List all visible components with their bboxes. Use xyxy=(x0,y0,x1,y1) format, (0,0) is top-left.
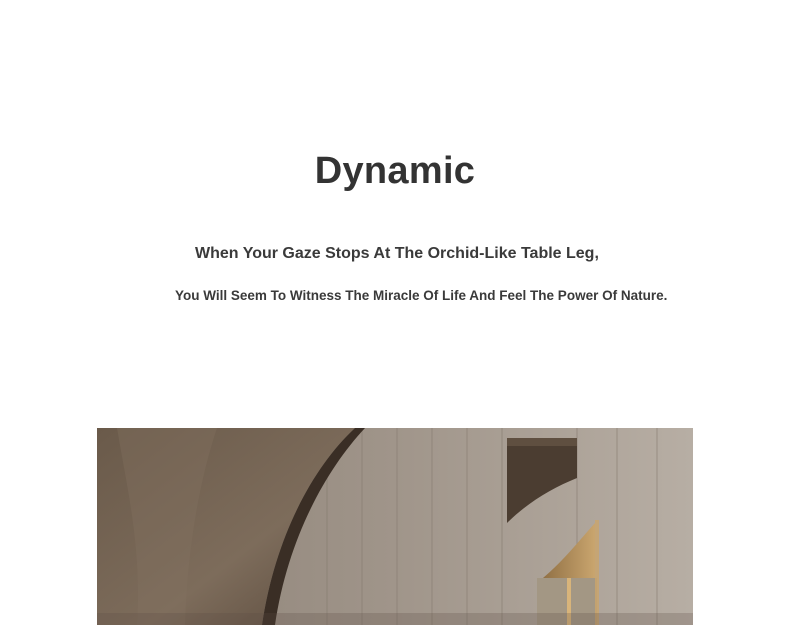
interior-photo xyxy=(97,428,693,625)
section-title: Dynamic xyxy=(314,150,476,192)
section-subtitle-line-2: You Will Seem To Witness The Miracle Of Life And Feel The Power Of Nature. xyxy=(175,288,668,303)
section-subtitle-line-1: When Your Gaze Stops At The Orchid-Like Table Leg, xyxy=(195,245,599,262)
interior-photo-illustration xyxy=(97,428,693,625)
